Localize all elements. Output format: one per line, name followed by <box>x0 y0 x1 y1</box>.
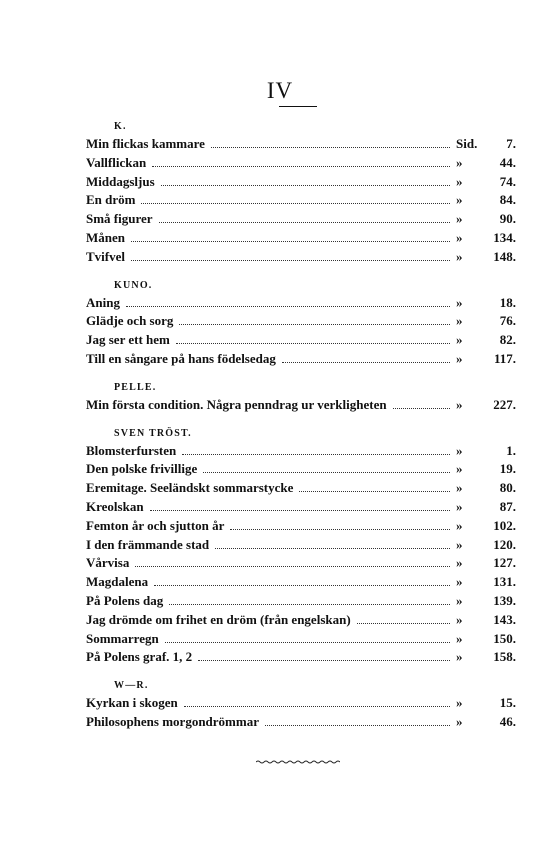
section-gap <box>86 415 516 425</box>
entry-page-number: 87. <box>499 498 516 514</box>
entry-title: Philosophens morgondrömmar <box>86 713 259 729</box>
dot-leader <box>176 342 450 344</box>
entry-page-number: 120. <box>493 536 516 552</box>
dot-leader <box>393 407 450 409</box>
dot-leader <box>230 528 450 530</box>
entry-title: Sommarregn <box>86 630 159 646</box>
dot-leader <box>131 259 450 261</box>
entry-sid: » <box>456 313 463 329</box>
dot-leader <box>165 641 450 643</box>
dot-leader <box>203 471 450 473</box>
dot-leader <box>126 305 450 307</box>
dot-leader <box>152 165 450 167</box>
dot-leader <box>357 622 450 624</box>
entry-page-number: 19. <box>499 461 516 477</box>
entry-title: Glädje och sorg <box>86 313 174 329</box>
wavy-divider <box>256 760 340 764</box>
entry-sid: » <box>456 649 463 665</box>
section-gap <box>86 369 516 379</box>
toc-section <box>86 425 516 668</box>
entry-title: Kyrkan i skogen <box>86 695 178 711</box>
entry-title: Jag drömde om frihet en dröm (från engelskan) <box>86 611 351 627</box>
entry-title: Till en sångare på hans födelsedag <box>86 350 276 366</box>
entry-sid: » <box>456 536 463 552</box>
entry-sid: » <box>456 173 463 189</box>
dot-leader <box>198 659 450 661</box>
dot-leader <box>179 323 450 325</box>
toc-entry <box>86 536 516 555</box>
entry-sid: » <box>456 461 463 477</box>
entry-title: Månen <box>86 229 125 245</box>
dot-leader <box>159 221 450 223</box>
entry-sid: » <box>456 192 463 208</box>
entry-title: Femton år och sjutton år <box>86 517 225 533</box>
entry-page-number: 74. <box>499 173 516 189</box>
entry-page-number: 131. <box>493 574 516 590</box>
entry-title: Min första condition. Några penndrag ur verkligheten <box>86 396 387 412</box>
toc-entry <box>86 630 516 649</box>
toc-entry <box>86 713 516 732</box>
entry-title: Middagsljus <box>86 173 155 189</box>
toc-entry <box>86 573 516 592</box>
entry-title: Min flickas kammare <box>86 136 205 151</box>
dot-leader <box>161 184 450 186</box>
toc-entry <box>86 498 516 517</box>
dot-leader <box>135 565 450 567</box>
entry-sid: » <box>456 248 463 264</box>
toc-entry <box>86 331 516 350</box>
entry-sid: » <box>456 695 463 711</box>
table-of-contents <box>86 118 516 732</box>
toc-section <box>86 277 516 369</box>
dot-leader <box>150 509 450 511</box>
dot-leader <box>154 584 450 586</box>
entry-title: En dröm <box>86 192 136 208</box>
entry-page-number: 46. <box>499 713 516 729</box>
toc-entry <box>86 554 516 573</box>
entry-sid: » <box>456 211 463 227</box>
entry-sid: » <box>456 498 463 514</box>
entry-sid: » <box>456 574 463 590</box>
section-gap <box>86 667 516 677</box>
entry-title: Små figurer <box>86 211 153 227</box>
dot-leader <box>282 361 450 363</box>
entry-page-number: 117. <box>493 350 516 366</box>
dot-leader <box>169 603 450 605</box>
dot-leader <box>215 547 450 549</box>
toc-section <box>86 379 516 415</box>
dot-leader <box>182 453 450 455</box>
toc-entry <box>86 460 516 479</box>
entry-page-number: 84. <box>499 192 516 208</box>
section-heading: SVEN TRÖST. <box>114 427 192 439</box>
entry-page-number: 18. <box>499 294 516 310</box>
entry-sid: » <box>456 713 463 729</box>
dot-leader <box>299 490 450 492</box>
entry-sid: » <box>456 229 463 245</box>
toc-entry <box>86 396 516 415</box>
entry-title: Aning <box>86 294 120 310</box>
section-heading: PELLE. <box>114 381 157 393</box>
entry-page-number: 44. <box>499 154 516 170</box>
toc-entry <box>86 611 516 630</box>
toc-entry <box>86 350 516 369</box>
toc-entry <box>86 135 516 154</box>
entry-sid: » <box>456 611 463 627</box>
entry-sid: » <box>456 480 463 496</box>
dot-leader <box>184 705 450 707</box>
entry-title: Jag ser ett hem <box>86 332 170 348</box>
entry-page-number: 80. <box>499 480 516 496</box>
section-heading: KUNO. <box>114 279 153 291</box>
page-number-underline <box>279 106 317 107</box>
toc-entry <box>86 312 516 331</box>
entry-sid: » <box>456 332 463 348</box>
entry-page-number: 158. <box>493 649 516 665</box>
toc-entry <box>86 694 516 713</box>
toc-entry <box>86 210 516 229</box>
entry-page-number: 102. <box>493 517 516 533</box>
entry-title: Tvifvel <box>86 248 125 264</box>
toc-entry <box>86 229 516 248</box>
entry-page-number: 7. <box>506 136 516 151</box>
entry-page-number: 143. <box>493 611 516 627</box>
dot-leader <box>211 146 450 148</box>
toc-entry <box>86 648 516 667</box>
entry-page-number: 76. <box>499 313 516 329</box>
entry-page-number: 127. <box>493 555 516 571</box>
toc-entry <box>86 592 516 611</box>
entry-sid: » <box>456 294 463 310</box>
entry-page-number: 134. <box>493 229 516 245</box>
dot-leader <box>141 202 450 204</box>
entry-page-number: 227. <box>493 396 516 412</box>
entry-title: Blomsterfursten <box>86 442 177 458</box>
entry-title: Kreolskan <box>86 498 144 514</box>
page-number: IV <box>266 78 294 103</box>
entry-sid: » <box>456 396 463 412</box>
entry-sid: » <box>456 154 463 170</box>
entry-title: Vallflickan <box>86 154 147 170</box>
toc-entry <box>86 248 516 267</box>
entry-page-number: 139. <box>493 592 516 608</box>
entry-page-number: 90. <box>499 211 516 227</box>
entry-sid: Sid. <box>456 136 478 151</box>
entry-sid: » <box>456 517 463 533</box>
entry-page-number: 82. <box>499 332 516 348</box>
toc-entry <box>86 479 516 498</box>
entry-title: På Polens graf. 1, 2 <box>86 649 193 665</box>
entry-page-number: 148. <box>493 248 516 264</box>
entry-page-number: 15. <box>499 695 516 711</box>
entry-sid: » <box>456 555 463 571</box>
dot-leader <box>265 724 450 726</box>
entry-title: Magdalena <box>86 574 149 590</box>
entry-title: I den främmande stad <box>86 536 210 552</box>
entry-page-number: 1. <box>506 442 516 458</box>
entry-sid: » <box>456 350 463 366</box>
entry-sid: » <box>456 442 463 458</box>
toc-entry <box>86 191 516 210</box>
section-heading: W—R. <box>114 680 149 692</box>
entry-page-number: 150. <box>493 630 516 646</box>
toc-entry <box>86 154 516 173</box>
entry-title: Den polske frivillige <box>86 461 198 477</box>
toc-entry <box>86 517 516 536</box>
toc-entry <box>86 442 516 461</box>
dot-leader <box>131 240 450 242</box>
toc-section <box>86 677 516 732</box>
entry-sid: » <box>456 592 463 608</box>
entry-title: På Polens dag <box>86 592 164 608</box>
toc-entry <box>86 173 516 192</box>
section-gap <box>86 267 516 277</box>
section-heading: K. <box>114 121 127 132</box>
toc-section <box>86 118 516 267</box>
entry-title: Vårvisa <box>86 555 130 571</box>
entry-title: Eremitage. Seeländskt sommarstycke <box>86 480 294 496</box>
entry-sid: » <box>456 630 463 646</box>
toc-entry <box>86 294 516 313</box>
